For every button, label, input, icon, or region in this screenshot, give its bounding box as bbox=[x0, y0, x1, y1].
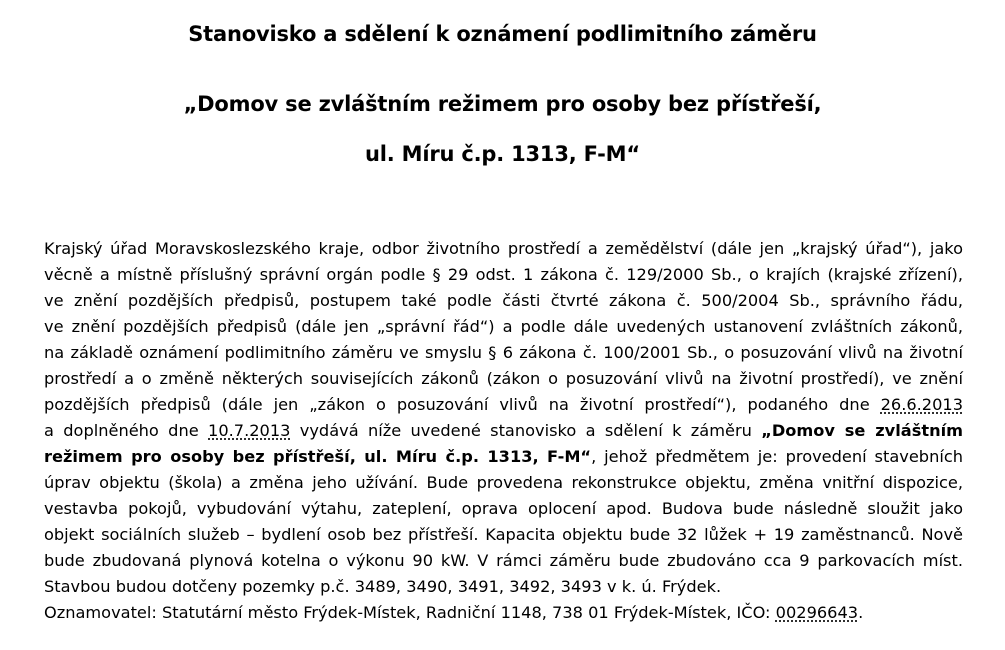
paragraph-line: Stavbou budou dotčeny pozemky p.č. 3489, 3490, 3491, 3492, 3493 v k. ú. Frýdek. bbox=[44, 577, 722, 596]
paragraph-line: věcně a místně příslušný správní orgán podle § 29 odst. 1 zákona č. 129/2000 Sb., o krajích (krajské zřízení), bbox=[44, 265, 963, 284]
paragraph-line: na základě oznámení podlimitního záměru ve smyslu § 6 zákona č. 100/2001 Sb., o posuzování vlivů na životní bbox=[44, 343, 963, 362]
project-name-bold: „Domov se zvláštním bbox=[761, 421, 964, 440]
paragraph-line: ve znění pozdějších předpisů, postupem také podle části čtvrté zákona č. 500/2004 Sb., správního řádu, bbox=[44, 291, 963, 310]
paragraph-line: Krajský úřad Moravskoslezského kraje, odbor životního prostředí a zemědělství (dále jen „krajský úřad“), jako bbox=[44, 239, 963, 258]
paragraph-line: objekt sociálních služeb – bydlení osob bez přístřeší. Kapacita objektu bude 32 lůžek + 19 zaměstnanců. Nově bbox=[44, 525, 963, 544]
supplement-date: 10.7.2013 bbox=[208, 421, 291, 440]
paragraph-line bbox=[44, 446, 963, 468]
submission-date: 26.6.2013 bbox=[880, 395, 963, 414]
paragraph-line: ve znění pozdějších předpisů (dále jen „správní řád“) a podle dále uvedených ustanovení zvláštních zákonů, bbox=[44, 317, 963, 336]
project-name-bold: režimem pro osoby bez přístřeší, ul. Míru č.p. 1313, F-M“ bbox=[44, 447, 592, 466]
paragraph-line bbox=[44, 394, 963, 416]
paragraph-line: úprav objektu (škola) a změna jeho užívání. Bude provedena rekonstrukce objektu, změna vnitřní dispozice, bbox=[44, 473, 963, 492]
project-title-line2: ul. Míru č.p. 1313, F-M“ bbox=[365, 142, 640, 166]
project-title-line1: „Domov se zvláštním režimem pro osoby bez přístřeší, bbox=[183, 92, 822, 116]
ico-number: 00296643 bbox=[775, 603, 859, 622]
line-text: a doplněného dne bbox=[44, 421, 209, 440]
applicant-line bbox=[44, 602, 863, 624]
line-text: Oznamovatel: Statutární město Frýdek-Místek, Radniční 1148, 738 01 Frýdek-Místek, IČO: bbox=[44, 603, 776, 622]
line-text: . bbox=[858, 603, 864, 622]
line-text: pozdějších předpisů (dále jen „zákon o posuzování vlivů na životní prostředí“), podaného dne bbox=[44, 395, 881, 414]
paragraph-line bbox=[44, 420, 963, 442]
document-title: Stanovisko a sdělení k oznámení podlimitního záměru bbox=[188, 22, 817, 46]
paragraph-line: prostředí a o změně některých souvisejících zákonů (zákon o posuzování vlivů na životní prostředí), ve znění bbox=[44, 369, 963, 388]
paragraph-line: bude zbudovaná plynová kotelna o výkonu 90 kW. V rámci záměru bude zbudováno cca 9 parkovacích míst. bbox=[44, 551, 963, 570]
line-text: vydává níže uvedené stanovisko a sdělení k záměru bbox=[290, 421, 762, 440]
paragraph-line: vestavba pokojů, vybudování výtahu, zateplení, oprava oplocení apod. Budova bude následně sloužit jako bbox=[44, 499, 963, 518]
line-text: , jehož předmětem je: provedení stavebních bbox=[591, 447, 963, 466]
